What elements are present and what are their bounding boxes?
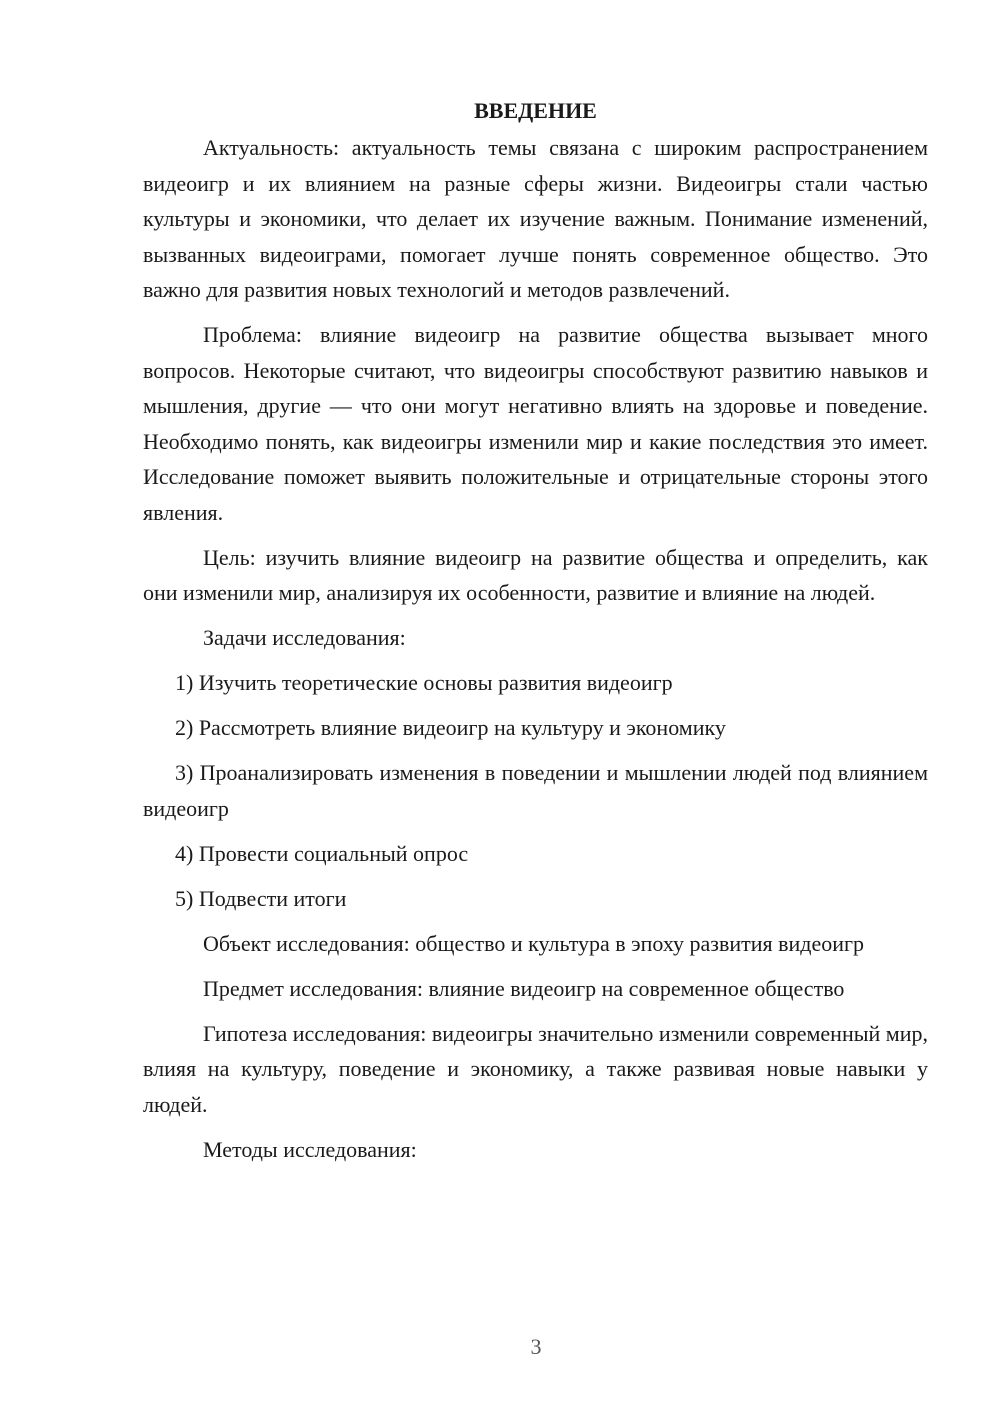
document-page — [143, 96, 928, 1177]
tasks-heading: Задачи исследования: — [203, 625, 406, 650]
goal-paragraph: Цель: изучить влияние видеоигр на развитие общества и определить, как они изменили мир, анализируя их особенности, развитие и влияние на людей. — [143, 544, 928, 605]
hypothesis-paragraph: Гипотеза исследования: видеоигры значительно изменили современный мир, влияя на культуру, поведение и экономику, а также развивая новые навыки у людей. — [143, 1020, 928, 1117]
research-object-paragraph: Объект исследования: общество и культура в эпоху развития видеоигр — [203, 930, 865, 956]
task-item: 1) Изучить теоретические основы развития видеоигр — [175, 670, 673, 695]
task-item: 3) Проанализировать изменения в поведении и мышлении людей под влиянием видеоигр — [143, 760, 928, 821]
task-item: 4) Провести социальный опрос — [175, 840, 469, 866]
problem-paragraph: Проблема: влияние видеоигр на развитие общества вызывает много вопросов. Некоторые считают, что видеоигры способствуют развитию навыков и мышления, другие — что они могут негативно влиять на здоровье и поведение. Необходимо понять, как видеоигры изменили мир и какие последствия это имеет. Исследование поможет выявить положительные и отрицательные стороны этого явления. — [143, 322, 928, 525]
relevance-paragraph: Актуальность: актуальность темы связана с широким распространением видеоигр и их влиянием на разные сферы жизни. Видеоигры стали частью культуры и экономики, что делает их изучение важным. Понимание изменений, вызванных видеоиграми, помогает лучше понять современное общество. Это важно для развития новых технологий и методов развлечений. — [143, 135, 928, 302]
task-item: 5) Подвести итоги — [175, 885, 347, 911]
research-subject-paragraph: Предмет исследования: влияние видеоигр на современное общество — [203, 975, 845, 1001]
section-title: ВВЕДЕНИЕ — [474, 98, 597, 123]
methods-heading: Методы исследования: — [203, 1136, 417, 1162]
task-item: 2) Рассмотреть влияние видеоигр на культуру и экономику — [175, 715, 726, 740]
page-number: 3 — [530, 1334, 542, 1359]
